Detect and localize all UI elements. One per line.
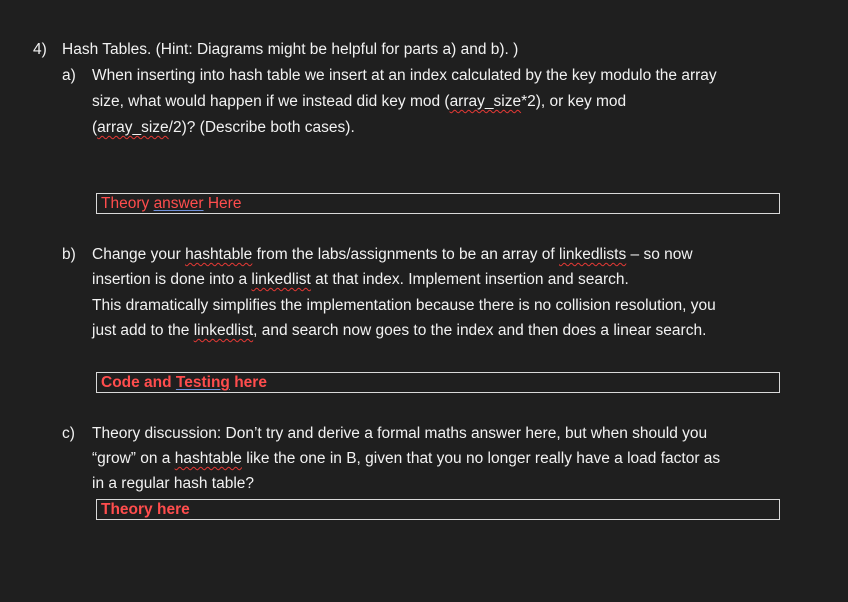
part-c-answer-text: Theory here (101, 501, 190, 518)
spellcheck-hashtable-2: hashtable (174, 450, 242, 467)
part-c-line-3: in a regular hash table? (92, 475, 255, 492)
part-c-line-2: “grow” on a hashtable like the one in B, given that you no longer really have a load factor as (92, 450, 721, 467)
part-a-line-1: When inserting into hash table we insert at an index calculated by the key modulo the array (92, 67, 717, 84)
part-b-answer-field[interactable] (96, 372, 780, 393)
part-b-line-4: just add to the linkedlist, and search now goes to the index and then does a linear search. (92, 322, 707, 339)
part-b-line-2: insertion is done into a linkedlist at that index. Implement insertion and search. (92, 271, 629, 288)
spellcheck-linkedlists: linkedlists (559, 246, 627, 263)
part-b-line-1: Change your hashtable from the labs/assignments to be an array of linkedlists – so now (92, 246, 693, 263)
question-number: 4) (33, 41, 47, 58)
question-title: Hash Tables. (Hint: Diagrams might be helpful for parts a) and b). ) (62, 41, 519, 58)
part-a-line-3: (array_size/2)? (Describe both cases). (92, 119, 355, 136)
spellcheck-array-size-2: array_size (97, 119, 169, 136)
part-b-label: b) (62, 246, 76, 263)
part-b-answer-text: Code and Testing here (101, 374, 267, 391)
part-a-label: a) (62, 67, 76, 84)
part-c-answer-field[interactable] (96, 499, 780, 520)
spellcheck-array-size: array_size (449, 93, 522, 110)
spellcheck-hashtable: hashtable (185, 246, 253, 263)
spellcheck-linkedlist: linkedlist (251, 271, 311, 288)
part-a-line-2: size, what would happen if we instead did key mod (array_size*2), or key mod (92, 93, 627, 110)
part-c-line-1: Theory discussion: Don’t try and derive a formal maths answer here, but when should you (92, 425, 708, 442)
part-b-line-3: This dramatically simplifies the implementation because there is no collision resolution, you (92, 297, 716, 314)
spellcheck-linkedlist-2: linkedlist (193, 322, 254, 339)
part-a-answer-text: Theory answer Here (101, 195, 242, 212)
part-a-answer-field[interactable] (96, 193, 780, 214)
part-c-label: c) (62, 425, 75, 442)
